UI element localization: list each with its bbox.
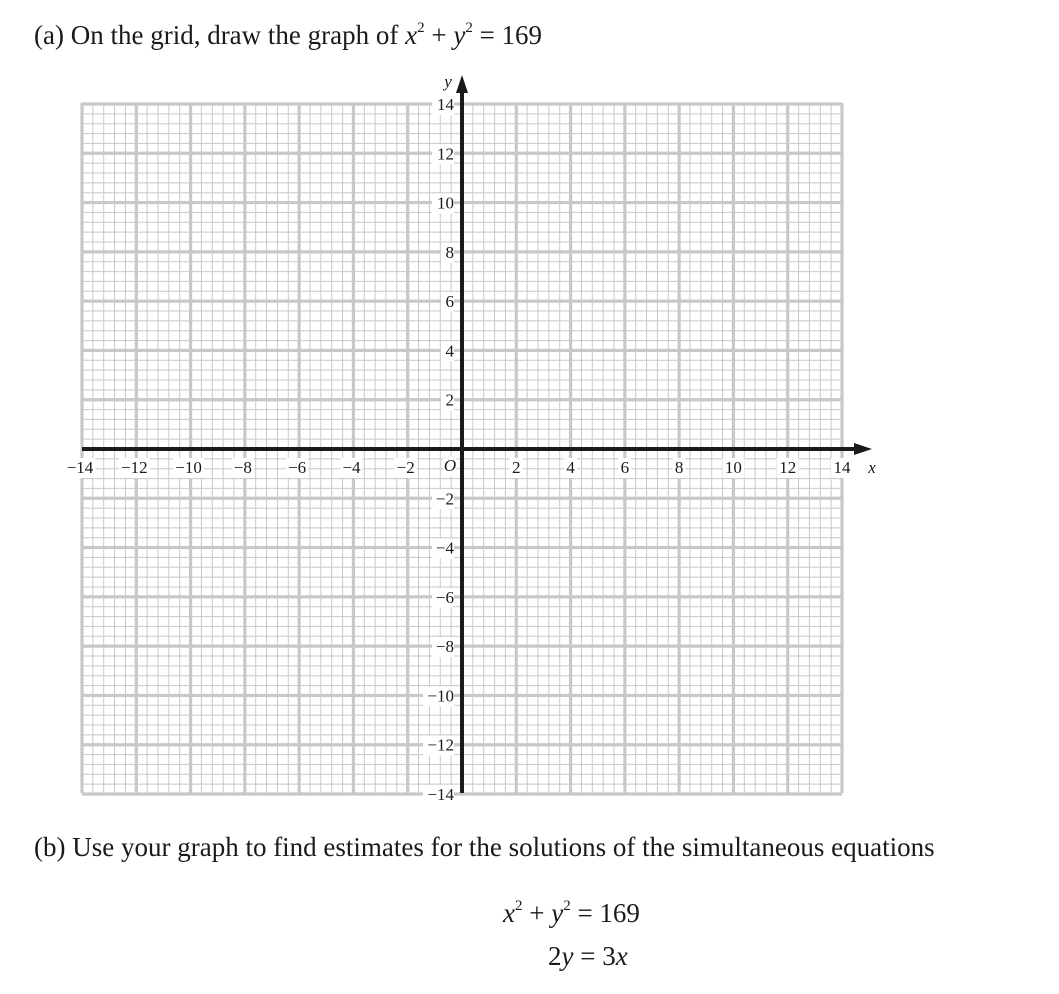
var-y: y: [453, 20, 466, 50]
question-a-text: (a) On the grid, draw the graph of: [34, 20, 399, 50]
var-x: x: [405, 20, 418, 50]
y-tick-label: 2: [445, 390, 454, 410]
x-tick-label: −8: [233, 458, 252, 477]
x-tick-label: −14: [66, 458, 94, 477]
question-b: (b) Use your graph to find estimates for the solutions of the simultaneous equations: [34, 832, 935, 862]
equation-rhs: = 169: [472, 20, 543, 50]
x-tick-label: 6: [620, 458, 630, 477]
x-tick-label: 8: [674, 458, 684, 477]
y-tick-label: −4: [435, 538, 454, 558]
plus-sign: +: [424, 20, 454, 50]
y-tick-label: −8: [435, 637, 454, 657]
x-tick-label: 2: [512, 458, 521, 477]
x-tick-label: −6: [288, 458, 307, 477]
exponent: 2: [563, 898, 571, 914]
y-tick-label: −6: [435, 587, 454, 607]
equation-line: [548, 941, 628, 972]
y-tick-label: −14: [427, 785, 454, 804]
y-tick-label: −2: [435, 489, 454, 509]
coef-2: 2: [548, 941, 562, 971]
exponent: 2: [465, 20, 473, 36]
y-tick-label: 8: [445, 242, 454, 262]
var-x: x: [503, 898, 515, 928]
x-tick-label: 14: [833, 458, 851, 477]
y-tick-label: −10: [427, 686, 454, 706]
x-tick-label: 4: [566, 458, 575, 477]
var-y: y: [561, 941, 574, 971]
plus-sign: +: [522, 898, 552, 928]
question-a: [34, 20, 542, 51]
origin-label: O: [443, 456, 457, 475]
exponent: 2: [514, 898, 523, 914]
var-y: y: [551, 898, 564, 928]
equals-3: = 3: [573, 941, 616, 971]
equation-rhs: = 169: [570, 898, 640, 928]
y-tick-label: 14: [437, 95, 454, 114]
x-tick-label: 10: [724, 458, 742, 477]
equation-circle: [503, 898, 640, 929]
x-tick-label: −10: [175, 458, 202, 477]
x-tick-label: −4: [342, 458, 361, 477]
x-tick-label: 12: [779, 458, 797, 477]
x-axis-arrow-icon: [854, 443, 872, 455]
y-tick-label: −12: [427, 735, 454, 755]
coordinate-grid[interactable]: [0, 60, 1059, 820]
y-axis-arrow-icon: [456, 75, 468, 93]
y-tick-label: 6: [445, 292, 454, 312]
x-axis-label: x: [868, 458, 876, 477]
y-axis-label: y: [444, 72, 452, 91]
y-tick-label: 10: [437, 193, 454, 213]
x-tick-label: −12: [120, 458, 148, 477]
x-tick-label: −2: [396, 458, 415, 477]
var-x: x: [615, 941, 628, 971]
exponent: 2: [417, 20, 425, 36]
y-tick-label: 12: [437, 144, 454, 164]
y-tick-label: 4: [445, 341, 454, 361]
